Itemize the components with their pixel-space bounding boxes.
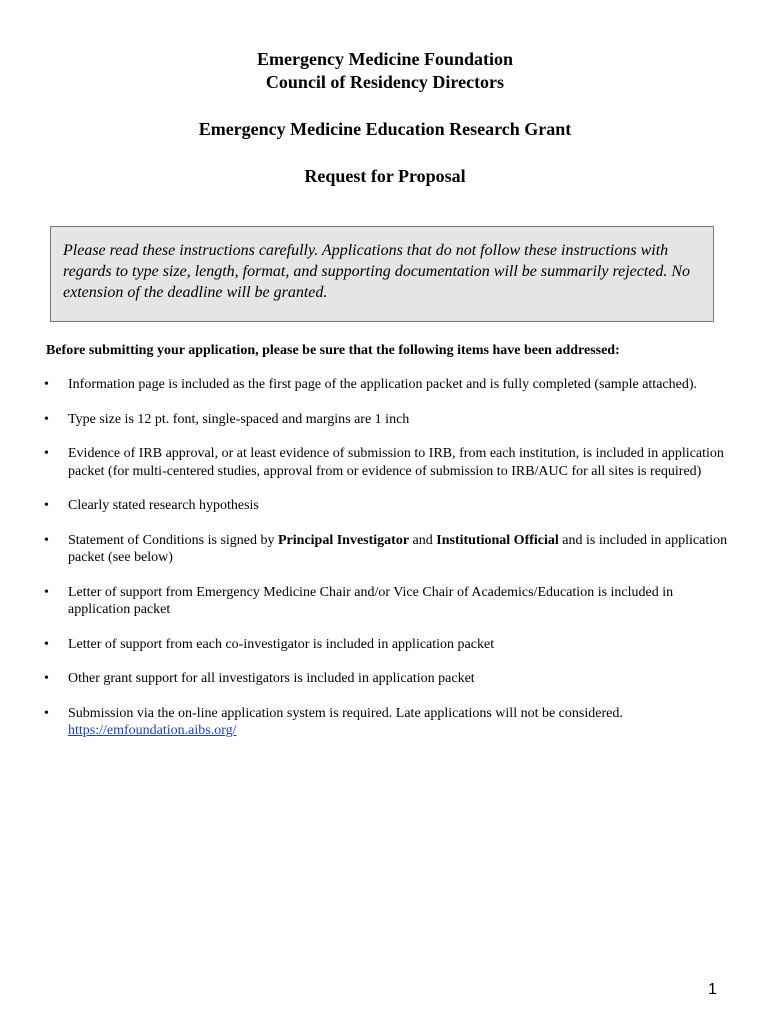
list-item-type-size	[44, 411, 734, 429]
list-item-irb-approval	[44, 445, 734, 480]
list-item-text: Information page is included as the first page of the application packet and is fully completed (sample attached).	[68, 377, 698, 392]
list-item-text	[68, 533, 727, 566]
list-item-text	[68, 706, 623, 739]
submission-text: Submission via the on-line application system is required. Late applications will not be considered.	[68, 705, 623, 721]
list-item-text: Evidence of IRB approval, or at least evidence of submission to IRB, from each institution, is included in application packet (for multi-centered studies, approval from or evidence of submission to IRB/AUC for all sites is required)	[68, 446, 724, 479]
bullet-icon: •	[44, 584, 49, 600]
organization-header	[0, 48, 770, 94]
list-item-hypothesis	[44, 497, 734, 515]
institutional-official-label: Institutional Official	[436, 532, 559, 548]
list-item-information-page	[44, 376, 734, 394]
list-item-coinvestigator-letter	[44, 636, 734, 654]
council-name: Council of Residency Directors	[265, 72, 505, 92]
instructions-notice	[50, 226, 714, 322]
list-item-text: Type size is 12 pt. font, single-spaced and margins are 1 inch	[68, 411, 410, 427]
conditions-text-and: and	[409, 532, 437, 548]
conditions-text-after: and is included in application packet (see below)	[68, 532, 728, 565]
list-item-text: Letter of support from Emergency Medicine Chair and/or Vice Chair of Academics/Education is included in application packet	[68, 584, 674, 617]
list-item-statement-of-conditions	[44, 532, 734, 567]
bullet-icon: •	[44, 636, 49, 652]
list-item-online-submission	[44, 705, 734, 740]
organization-name: Emergency Medicine Foundation	[257, 49, 513, 69]
list-item-other-grant-support	[44, 670, 734, 688]
list-item-chair-letter	[44, 584, 734, 619]
notice-text: Please read these instructions carefully. Applications that do not follow these instructions with regards to type size, length, format, and supporting documentation will be summarily rejected. No extension of the deadline will be granted.	[63, 242, 691, 301]
bullet-icon: •	[44, 671, 49, 686]
list-item-text: Other grant support for all investigators is included in application packet	[68, 671, 475, 686]
page-number: 1	[708, 981, 717, 998]
principal-investigator-label: Principal Investigator	[278, 532, 410, 548]
grant-title: Emergency Medicine Education Research Grant	[198, 119, 572, 139]
bullet-icon: •	[44, 705, 49, 721]
bullet-icon: •	[44, 411, 49, 427]
bullet-icon: •	[44, 532, 49, 548]
bullet-icon: •	[44, 446, 49, 461]
checklist-intro: Before submitting your application, please be sure that the following items have been addressed:	[46, 343, 620, 358]
bullet-icon: •	[44, 498, 49, 513]
list-item-text: Clearly stated research hypothesis	[68, 498, 259, 513]
application-system-link[interactable]: https://emfoundation.aibs.org/	[68, 723, 237, 738]
bullet-icon: •	[44, 377, 49, 392]
conditions-text-before: Statement of Conditions is signed by	[68, 532, 278, 548]
document-title: Request for Proposal	[304, 166, 466, 186]
submission-checklist	[44, 376, 734, 757]
list-item-text: Letter of support from each co-investigator is included in application packet	[68, 636, 495, 652]
